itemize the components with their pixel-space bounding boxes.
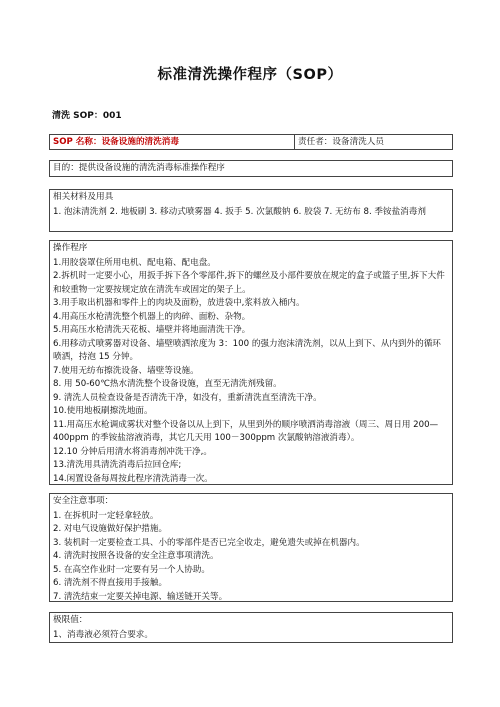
purpose-text: 目的：提供设备设施的清洗消毒标准操作程序 <box>53 163 225 173</box>
safety-header: 安全注意事项： <box>53 496 114 506</box>
procedure-step: 2.拆机时一定要小心，用扳手拆下各个零部件,拆下的螺丝及小部件要放在规定的盒子或篮子里,拆下大件和较重物一定要按规定放在清洗车或固定的架子上。 <box>53 271 445 295</box>
safety-item: 2. 对电气设施做好保护措施。 <box>53 524 168 534</box>
procedure-step: 6.用移动式喷雾器对设备、墙壁喷洒浓度为 3：100 的强力泡沫清洗剂，以从上到下、从内到外的循环喷洒，持泡 15 分钟。 <box>53 338 441 362</box>
safety-item: 6. 清洗剂不得直接用手接触。 <box>53 578 168 588</box>
procedure-step: 1.用胶袋罩住所用电机、配电箱、配电盘。 <box>53 257 216 268</box>
limits-box <box>49 612 453 643</box>
safety-item: 1. 在拆机时一定轻拿轻放。 <box>53 510 159 521</box>
procedure-step: 13.清洗用具清洗消毒后拉回仓库; <box>53 460 182 470</box>
procedure-step: 4.用高压水枪清洗整个机器上的肉碎、面粉、杂物。 <box>53 311 251 322</box>
safety-item: 4. 清洗时按照各设备的安全注意事项清洗。 <box>53 551 219 561</box>
responsible-cell: 责任者：设备清洗人员 <box>298 137 384 147</box>
procedure-step: 12.10 分钟后用清水将消毒剂冲洗干净,。 <box>53 446 212 457</box>
procedure-step: 5.用高压水枪清洗天花板、墙壁并将地面清洗干净。 <box>53 325 251 335</box>
procedure-step: 14.闲置设备每周按此程序清洗消毒一次。 <box>53 473 213 484</box>
sop-name-cell: SOP 名称：设备设施的清洗消毒 <box>50 135 295 149</box>
safety-item: 5. 在高空作业时一定要有另一个人协助。 <box>53 564 211 575</box>
procedure-header: 操作程序 <box>53 243 88 253</box>
procedure-step: 7.使用无纺布擦洗设备、墙壁等设施。 <box>53 365 199 376</box>
sop-number: 清洗 SOP：001 <box>52 111 122 121</box>
materials-header: 相关材料及用具 <box>53 192 114 202</box>
procedure-step: 8. 用 50-60℃热水清洗整个设备设施，直至无清洗剂残留。 <box>53 379 282 389</box>
materials-text: 1. 泡沫清洗剂 2. 地板刷 3. 移动式喷雾器 4. 扳手 5. 次氯酸钠 6. 胶袋 7. 无纺布 8. 季铵盐消毒剂 <box>53 206 426 217</box>
procedure-step: 11.用高压水枪调成雾状对整个设备以从上到下，从里到外的顺序喷洒消毒溶液（周三、周日用 200—400ppm 的季铵盐溶液消毒，其它几天用 100－300ppm 次氯酸钠溶液消毒）。 <box>53 419 439 443</box>
procedure-step: 3.用手取出机器和零件上的肉块及面粉，放进袋中,浆料放入桶内。 <box>53 298 305 308</box>
limits-text: 1、消毒液必须符合要求。 <box>53 629 153 640</box>
safety-item: 7. 清洗结束一定要关掉电源、输送链开关等。 <box>53 591 228 602</box>
materials-box <box>49 189 453 232</box>
purpose-box <box>49 160 453 177</box>
document-title: 标准清洗操作程序（SOP） <box>157 67 343 83</box>
procedure-step: 10.使用地板刷擦洗地面。 <box>53 406 153 416</box>
procedure-box <box>49 240 453 485</box>
safety-item: 3. 装机时一定要检查工具、小的零部件是否已完全收走，避免遗失或掉在机器内。 <box>53 537 365 548</box>
procedure-step: 9. 清洗人员检查设备是否清洗干净，如没有，重新清洗直至清洗干净。 <box>53 392 322 403</box>
safety-box <box>49 493 453 602</box>
sop-name-row <box>49 134 453 150</box>
limits-header: 极限值： <box>53 615 88 625</box>
